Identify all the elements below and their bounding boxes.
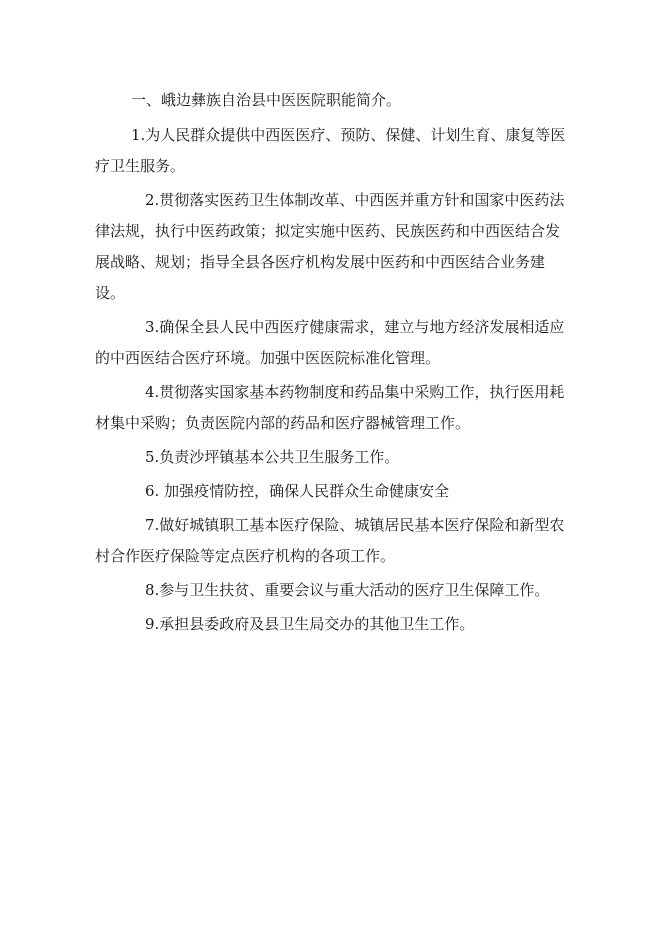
duty-item-3 (95, 312, 570, 374)
duty-item-6 (95, 476, 570, 507)
duty-item-1 (95, 120, 570, 182)
duty-item-text: 2.贯彻落实医药卫生体制改革、中西医并重方针和国家中医药法律法规，执行中医药政策；拟定实施中医药、民族医药和中西医结合发展战略、规划；指导全县各医疗机构发展中医药和中西医结合业务建设。 (95, 191, 565, 302)
duty-item-text: 3.确保全县人民中西医疗健康需求，建立与地方经济发展相适应的中西医结合医疗环境。加强中医医院标准化管理。 (95, 318, 565, 367)
duty-item-5 (95, 442, 570, 473)
duty-item-text: 8.参与卫生扶贫、重要会议与重大活动的医疗卫生保障工作。 (145, 581, 550, 599)
duty-item-2 (95, 185, 570, 309)
duty-item-text: 9.承担县委政府及县卫生局交办的其他卫生工作。 (145, 615, 475, 633)
duty-item-text: 1.为人民群众提供中西医医疗、预防、保健、计划生育、康复等医疗卫生服务。 (95, 126, 566, 175)
duty-item-text: 6. 加强疫情防控，确保人民群众生命健康安全 (145, 482, 450, 500)
duty-item-7 (95, 510, 570, 572)
duty-item-text: 5.负责沙坪镇基本公共卫生服务工作。 (145, 448, 400, 466)
document-body (95, 88, 570, 643)
duty-item-text: 4.贯彻落实国家基本药物制度和药品集中采购工作，执行医用耗材集中采购；负责医院内部的药品和医疗器械管理工作。 (95, 383, 565, 432)
duty-item-text: 7.做好城镇职工基本医疗保险、城镇居民基本医疗保险和新型农村合作医疗保险等定点医疗机构的各项工作。 (95, 516, 565, 565)
duty-item-9 (95, 609, 570, 640)
duty-item-8 (95, 575, 570, 606)
section-heading: 一、峨边彝族自治县中医医院职能简介。 (131, 91, 402, 109)
duty-item-4 (95, 377, 570, 439)
